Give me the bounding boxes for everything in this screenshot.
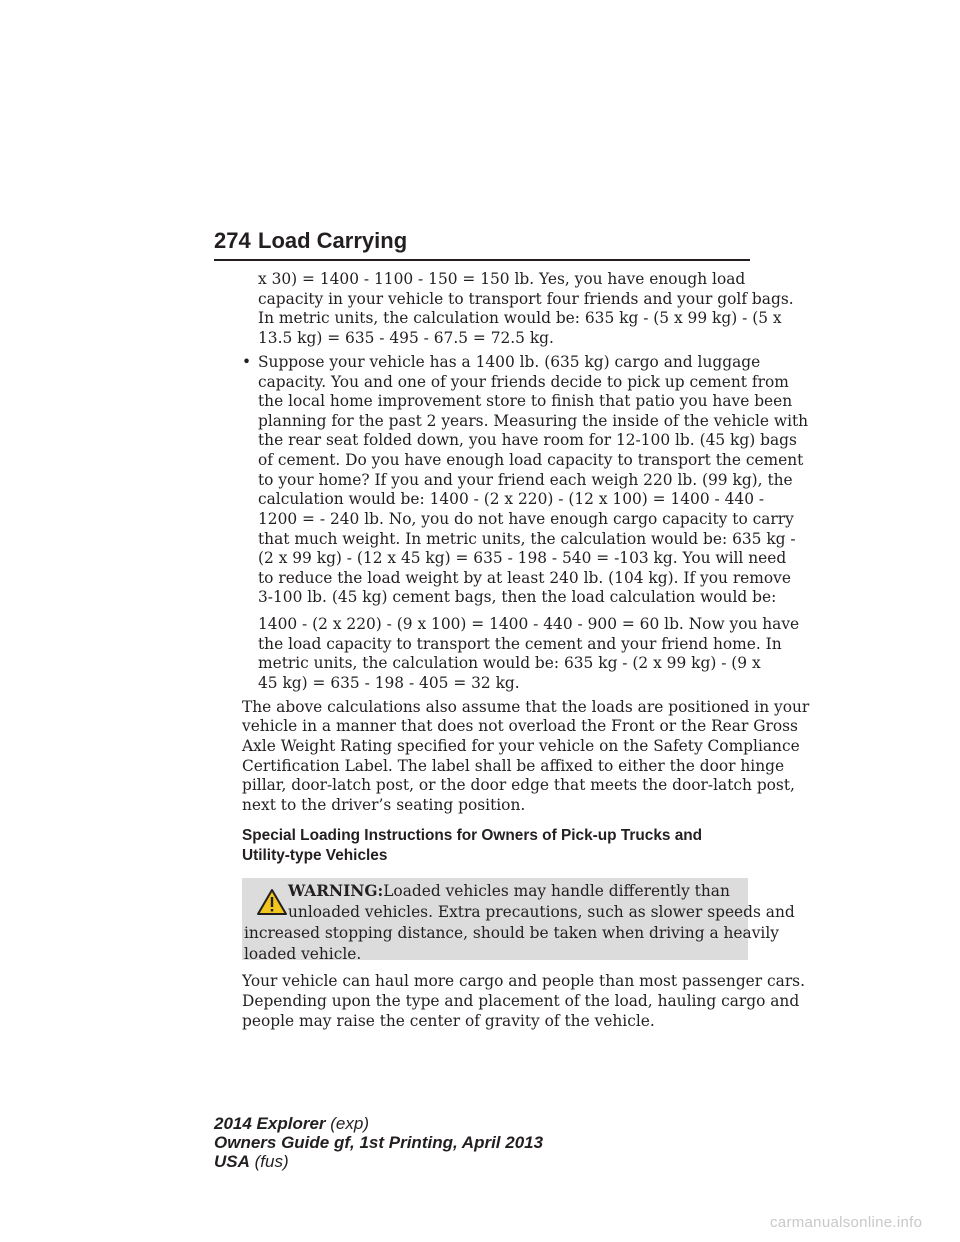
text-line: to your home? If you and your friend each weigh 220 lb. (99 kg), the (258, 471, 793, 489)
footer-model: 2014 Explorer (214, 1114, 326, 1133)
text-line: vehicle in a manner that does not overload the Front or the Rear Gross (242, 717, 798, 735)
text-line: Your vehicle can haul more cargo and people than most passenger cars. (242, 972, 805, 990)
text-line: 45 kg) = 635 - 198 - 405 = 32 kg. (258, 674, 520, 692)
text-line: of cement. Do you have enough load capacity to transport the cement (258, 451, 804, 469)
header-rule (214, 259, 750, 261)
watermark: carmanualsonline.info (770, 1214, 923, 1231)
text-line: Suppose your vehicle has a 1400 lb. (635 kg) cargo and luggage (258, 353, 761, 371)
warning-triangle-icon (256, 888, 288, 916)
text-line: capacity. You and one of your friends decide to pick up cement from (258, 373, 789, 391)
text-line: the load capacity to transport the cement and your friend home. In (258, 635, 782, 653)
text-line: next to the driver’s seating position. (242, 796, 526, 814)
text-line: Depending upon the type and placement of the load, hauling cargo and (242, 992, 800, 1010)
text-line: 13.5 kg) = 635 - 495 - 67.5 = 72.5 kg. (258, 329, 554, 347)
text-line: pillar, door-latch post, or the door edge that meets the door-latch post, (242, 776, 795, 794)
footer-region: USA (214, 1152, 250, 1171)
text-line: 1200 = - 240 lb. No, you do not have enough cargo capacity to carry (258, 510, 794, 528)
text-line: planning for the past 2 years. Measuring the inside of the vehicle with (258, 412, 809, 430)
chapter-title: Load Carrying (258, 228, 408, 253)
text-line: The above calculations also assume that the loads are positioned in your (242, 698, 810, 716)
footer-guide: Owners Guide gf, 1st Printing, April 2013 (214, 1133, 544, 1152)
subheading-line: Utility-type Vehicles (242, 847, 388, 864)
warning-text: loaded vehicle. (244, 945, 362, 963)
warning-text: increased stopping distance, should be taken when driving a heavily (244, 924, 779, 942)
text-line: calculation would be: 1400 - (2 x 220) - (12 x 100) = 1400 - 440 - (258, 490, 765, 508)
text-line: (2 x 99 kg) - (12 x 45 kg) = 635 - 198 - 540 = -103 kg. You will need (258, 549, 787, 567)
bullet-mark: • (242, 353, 252, 371)
text-line: capacity in your vehicle to transport four friends and your golf bags. (258, 290, 794, 308)
footer-model-code: (exp) (330, 1114, 369, 1133)
warning-text: Loaded vehicles may handle differently than (383, 882, 730, 900)
warning-first-line (288, 881, 730, 902)
text-line: the local home improvement store to finish that patio you have been (258, 392, 793, 410)
page-number: 274 (214, 228, 251, 253)
text-line: x 30) = 1400 - 1100 - 150 = 150 lb. Yes, you have enough load (258, 270, 746, 288)
text-line: In metric units, the calculation would be: 635 kg - (5 x 99 kg) - (5 x (258, 309, 782, 327)
text-line: the rear seat folded down, you have room for 12-100 lb. (45 kg) bags (258, 431, 797, 449)
text-line: metric units, the calculation would be: 635 kg - (2 x 99 kg) - (9 x (258, 654, 761, 672)
page-header (214, 228, 750, 262)
text-line: that much weight. In metric units, the calculation would be: 635 kg - (258, 530, 796, 548)
warning-box (242, 878, 795, 963)
warning-text: unloaded vehicles. Extra precautions, such as slower speeds and (288, 903, 795, 921)
warning-label: WARNING: (288, 882, 384, 900)
text-line: 1400 - (2 x 220) - (9 x 100) = 1400 - 440 - 900 = 60 lb. Now you have (258, 615, 800, 633)
text-line: people may raise the center of gravity of the vehicle. (242, 1012, 655, 1030)
text-line: Axle Weight Rating specified for your vehicle on the Safety Compliance (242, 737, 800, 755)
subheading-line: Special Loading Instructions for Owners of Pick-up Trucks and (242, 827, 703, 844)
footer-region-line (214, 1152, 543, 1171)
footer-model-line (214, 1114, 543, 1133)
text-line: 3-100 lb. (45 kg) cement bags, then the load calculation would be: (258, 588, 777, 606)
footer-region-code: (fus) (254, 1152, 289, 1171)
text-line: to reduce the load weight by at least 240 lb. (104 kg). If you remove (258, 569, 791, 587)
text-line: Certification Label. The label shall be affixed to either the door hinge (242, 757, 785, 775)
footer (214, 1114, 543, 1171)
